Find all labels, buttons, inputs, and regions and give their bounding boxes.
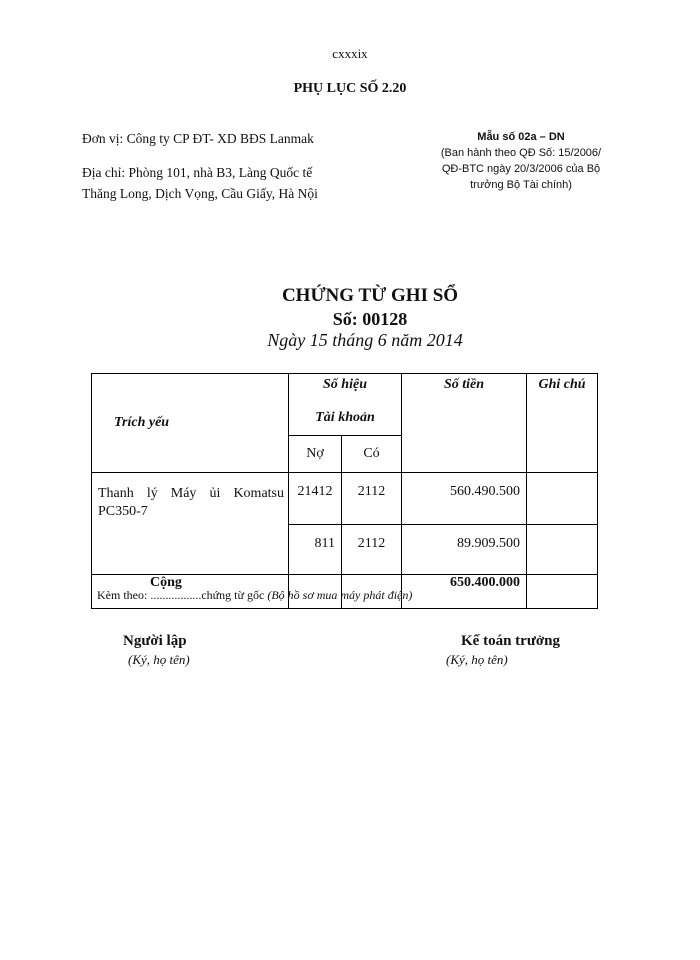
document-title: CHỨNG TỪ GHI SỔ [281,285,459,306]
header-amount: Số tiền [402,374,527,473]
form-note-1: (Ban hành theo QĐ Số: 15/2006/ [440,147,602,159]
header-account [289,374,402,436]
header-account-line1: Số hiệu [323,377,367,392]
chief-accountant-title: Kế toán trưởng [461,633,560,649]
company-address [82,162,318,204]
address-line-1: Địa chỉ: Phòng 101, nhà B3, Làng Quốc tế [82,165,313,180]
debit-account: 811 [289,525,342,575]
debit-account: 21412 [289,473,342,525]
note [527,473,598,525]
total-amount: 650.400.000 [402,575,527,609]
header-debit: Nợ [289,435,342,472]
address-line-2: Thăng Long, Dịch Vọng, Cầu Giấy, Hà Nội [82,186,318,201]
ledger-table [91,373,598,609]
note [527,525,598,575]
attachment-detail: (Bộ hồ sơ mua máy phát điện) [267,588,413,602]
document-date: Ngày 15 tháng 6 năm 2014 [267,330,463,350]
company-unit: Đơn vị: Công ty CP ĐT- XD BĐS Lanmak [82,131,314,146]
entry-description: Thanh lý Máy ủi Komatsu PC350-7 [92,473,289,575]
preparer-signature-note: (Ký, họ tên) [128,652,190,667]
form-note-2: QĐ-BTC ngày 20/3/2006 của Bộ [441,163,601,175]
table-row [92,473,598,525]
header-account-line2: Tài khoản [315,410,375,425]
header-credit: Có [342,435,402,472]
header-note: Ghi chú [527,374,598,473]
amount: 560.490.500 [402,473,527,525]
amount: 89.909.500 [402,525,527,575]
form-note-3: trưởng Bộ Tài chính) [470,179,572,191]
total-label: Cộng [92,575,289,609]
form-code: Mẫu số 02a – DN [477,131,565,143]
form-info [440,129,602,193]
appendix-title: PHỤ LỤC SỐ 2.20 [293,81,407,96]
preparer-title: Người lập [123,633,187,649]
attachment-prefix: Kèm theo: .................chứng từ gốc [97,588,265,602]
attachment-line [97,588,412,603]
header-summary: Trích yếu [92,374,289,473]
credit-account: 2112 [342,525,402,575]
total-note-empty [527,575,598,609]
chief-accountant-signature-note: (Ký, họ tên) [446,652,508,667]
page-number: cxxxix [332,46,368,61]
credit-account: 2112 [342,473,402,525]
document-number: Số: 00128 [332,309,408,329]
